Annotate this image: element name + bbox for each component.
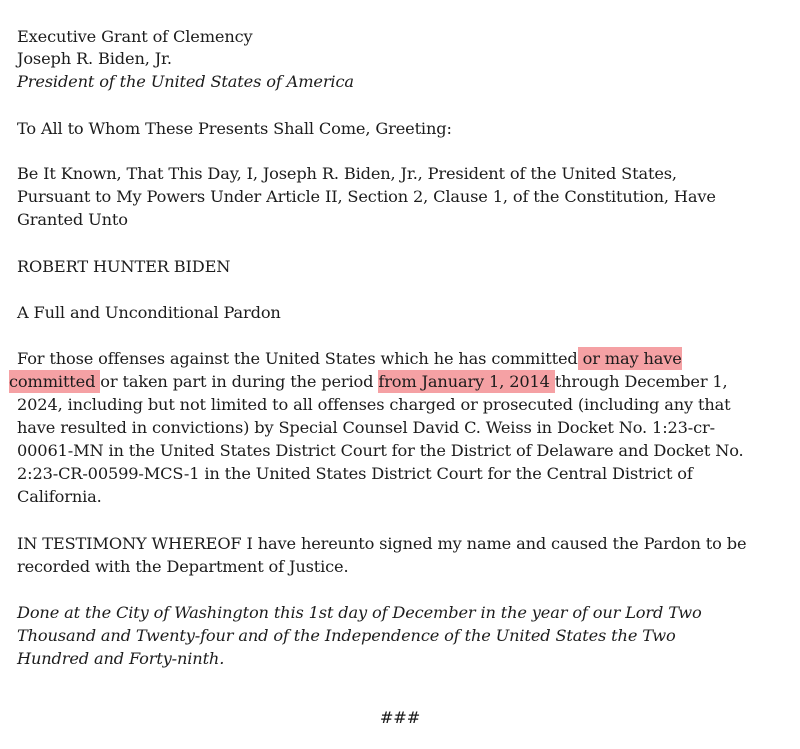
highlight-may-have: or may have (577, 349, 682, 368)
preamble-line-1: Be It Known, That This Day, I, Joseph R. Biden, Jr., President of the United States, (17, 164, 677, 183)
greeting: To All to Whom These Presents Shall Come, Greeting: (17, 119, 452, 138)
offenses-text: or taken part in during the period (100, 372, 379, 391)
recipient-name: ROBERT HUNTER BIDEN (17, 257, 231, 276)
done-line-1: Done at the City of Washington this 1st day of December in the year of our Lord Two (17, 603, 702, 622)
document-title: Executive Grant of Clemency (17, 27, 253, 46)
end-mark: ### (379, 708, 421, 727)
offenses-line-7: California. (17, 487, 102, 506)
offenses-text: through December 1, (554, 372, 728, 391)
preamble-line-2: Pursuant to My Powers Under Article II, Section 2, Clause 1, of the Constitution, Have (17, 187, 716, 206)
testimony-line-2: recorded with the Department of Justice. (17, 557, 349, 576)
testimony-line-1: IN TESTIMONY WHEREOF I have hereunto signed my name and caused the Pardon to be (17, 534, 747, 553)
offenses-line-2 (9, 371, 728, 393)
offenses-line-4: have resulted in convictions) by Special Counsel David C. Weiss in Docket No. 1:23-cr- (17, 418, 715, 437)
offenses-text: For those offenses against the United States which he has committed (17, 349, 578, 368)
done-line-2: Thousand and Twenty-four and of the Independence of the United States the Two (17, 626, 676, 645)
preamble-line-3: Granted Unto (17, 210, 128, 229)
president-name: Joseph R. Biden, Jr. (17, 49, 172, 68)
highlight-date: from January 1, 2014 (378, 372, 555, 391)
offenses-line-6: 2:23-CR-00599-MCS-1 in the United States District Court for the Central District of (17, 464, 693, 483)
offenses-line-1 (17, 348, 682, 370)
offenses-line-5: 00061-MN in the United States District Court for the District of Delaware and Docket No. (17, 441, 744, 460)
done-line-3: Hundred and Forty-ninth. (17, 649, 225, 668)
offenses-line-3: 2024, including but not limited to all offenses charged or prosecuted (including any that (17, 395, 731, 414)
highlight-committed: committed (9, 372, 101, 391)
president-title: President of the United States of America (17, 72, 354, 91)
pardon-type: A Full and Unconditional Pardon (17, 303, 281, 322)
